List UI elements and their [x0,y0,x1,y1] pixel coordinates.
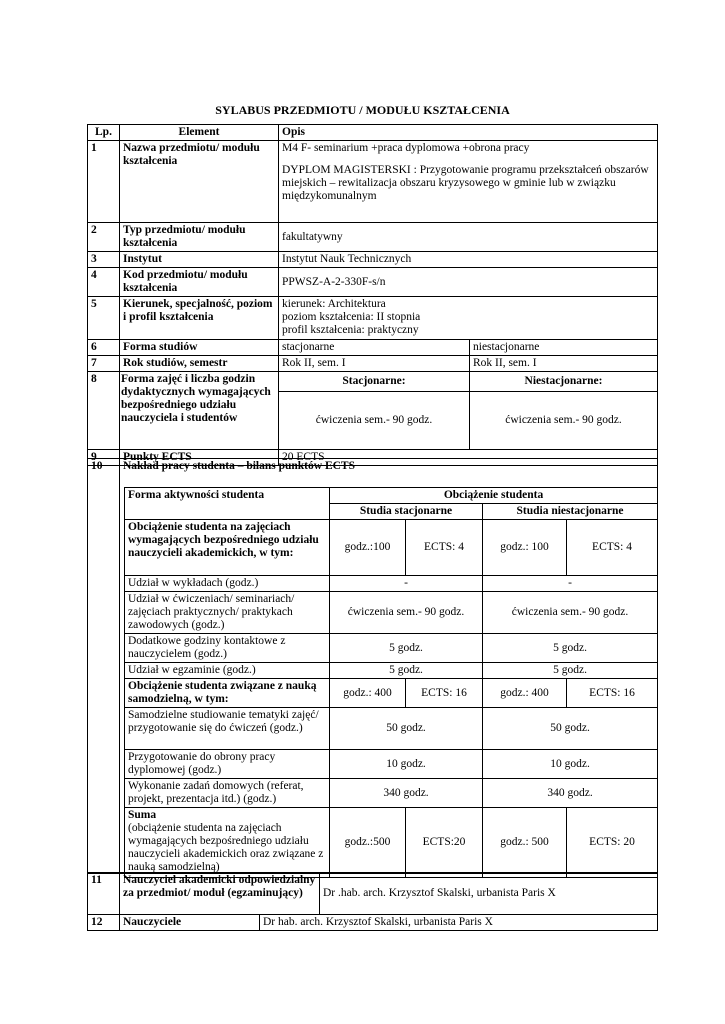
stationary-value: 50 godz. [330,708,483,750]
row-value: Instytut Nauk Technicznych [279,252,658,268]
activity-label: Dodatkowe godziny kontaktowe z nauczycielem (godz.) [125,634,330,663]
row-label: Nakład pracy studenta – bilans punktów ECTS [123,460,355,472]
non-stationary-value: 5 godz. [483,634,658,663]
row-value: Dr hab. arch. Krzysztof Skalski, urbanista Paris X [260,915,658,931]
row-label: Forma studiów [120,340,279,356]
activity-label: Udział w ćwiczeniach/ seminariach/ zajęciach praktycznych/ praktykach zawodowych (godz.) [125,592,330,634]
study-profile: profil kształcenia: praktyczny [282,324,419,336]
row-label: Nauczyciel akademicki odpowiedzialny za przedmiot/ moduł (egzaminujący) [120,873,320,915]
table-header-row [88,125,658,141]
stationary-hours: godz.:100 [330,520,406,576]
stationary-value: - [330,576,483,592]
table-row [88,340,658,356]
row-label: Nauczyciele [120,915,260,931]
study-level: poziom kształcenia: II stopnia [282,311,421,323]
non-stationary-value: 340 godz. [483,779,658,808]
non-stationary-value: ćwiczenia sem.- 90 godz. [483,592,658,634]
stationary-value: ćwiczenia sem.- 90 godz. [330,592,483,634]
row-number: 8 [88,372,120,450]
table-row [125,576,658,592]
row-number: 12 [88,915,120,931]
table-row [88,252,658,268]
row-number: 6 [88,340,120,356]
non-stationary-studies-header: Studia niestacjonarne [483,504,658,520]
header-opis: Opis [279,125,658,141]
table-row [88,356,658,372]
non-stationary-ects: ECTS: 16 [567,679,658,708]
header-lp: Lp. [88,125,120,141]
table-row [88,372,658,392]
non-stationary-heading: Niestacjonarne: [470,372,658,392]
table-row [125,520,658,576]
subject-description: DYPLOM MAGISTERSKI : Przygotowanie programu przekształceń obszarów miejskich – rewitalizacja obszaru kryzysowego w gminie lub w związku międzykomunalnym [282,164,649,202]
activity-label: Obciążenie studenta związane z nauką samodzielną, w tym: [125,679,330,708]
teachers-table [87,872,658,915]
table-row [125,779,658,808]
stationary-value: 340 godz. [330,779,483,808]
row-value: PPWSZ-A-2-330F-s/n [279,268,658,297]
table-row [88,915,658,931]
row-number: 9 [88,450,120,466]
table-row [125,808,658,878]
stationary-hours: godz.:500 [330,808,406,878]
stationary-ects: ECTS: 16 [406,679,483,708]
non-stationary-hours: godz.: 500 [483,808,567,878]
non-stationary-ects: ECTS: 4 [567,520,658,576]
stationary-ects: ECTS:20 [406,808,483,878]
row-number: 3 [88,252,120,268]
row-label: Nazwa przedmiotu/ modułu kształcenia [120,141,279,223]
row-value [279,141,658,223]
row-value: fakultatywny [279,223,658,252]
row-label: Instytut [120,252,279,268]
non-stationary-hours: godz.: 400 [483,679,567,708]
row-number: 10 [88,459,120,874]
row-label: Kod przedmiotu/ modułu kształcenia [120,268,279,297]
stationary-ects: ECTS: 4 [406,520,483,576]
subject-name: M4 F- seminarium +praca dyplomowa +obrona pracy [282,142,530,154]
non-stationary-value: - [483,576,658,592]
workload-header: Obciążenie studenta [330,488,658,504]
table-row [125,634,658,663]
stationary-heading: Stacjonarne: [279,372,470,392]
activity-label: Udział w egzaminie (godz.) [125,663,330,679]
non-stationary-value: Rok II, sem. I [470,356,658,372]
table-header-row [125,488,658,504]
row-number: 1 [88,141,120,223]
stationary-value: ćwiczenia sem.- 90 godz. [279,392,470,450]
non-stationary-value: 5 godz. [483,663,658,679]
table-row [88,141,658,223]
row-label: Kierunek, specjalność, poziom i profil kształcenia [120,297,279,340]
table-row [88,268,658,297]
table-row [125,679,658,708]
non-stationary-value: 50 godz. [483,708,658,750]
activity-label: Przygotowanie do obrony pracy dyplomowej (godz.) [125,750,330,779]
teachers-table-2 [87,914,658,931]
row-label: Rok studiów, semestr [120,356,279,372]
non-stationary-ects: ECTS: 20 [567,808,658,878]
table-row [125,663,658,679]
non-stationary-value: ćwiczenia sem.- 90 godz. [470,392,658,450]
sum-title: Suma [128,809,157,821]
row-value [279,297,658,340]
row-number: 7 [88,356,120,372]
stationary-value: Rok II, sem. I [279,356,470,372]
row-label: Typ przedmiotu/ modułu kształcenia [120,223,279,252]
activity-label: Wykonanie zadań domowych (referat, projekt, prezentacja itd.) (godz.) [125,779,330,808]
row-value: Dr .hab. arch. Krzysztof Skalski, urbanista Paris X [320,873,658,915]
table-row [125,592,658,634]
table-row [88,223,658,252]
syllabus-table [87,124,658,466]
stationary-hours: godz.: 400 [330,679,406,708]
row-number: 11 [88,873,120,915]
stationary-value: 5 godz. [330,663,483,679]
stationary-value: 10 godz. [330,750,483,779]
stationary-value: stacjonarne [279,340,470,356]
activity-form-header: Forma aktywności studenta [125,488,330,520]
table-row [125,708,658,750]
stationary-value: 5 godz. [330,634,483,663]
row-label: Punkty ECTS [120,450,279,466]
non-stationary-value: niestacjonarne [470,340,658,356]
table-row [88,873,658,915]
row-number: 2 [88,223,120,252]
page-title: SYLABUS PRZEDMIOTU / MODUŁU KSZTAŁCENIA [215,103,510,117]
non-stationary-value: 10 godz. [483,750,658,779]
non-stationary-hours: godz.: 100 [483,520,567,576]
row-value: 20 ECTS [279,450,658,466]
stationary-studies-header: Studia stacjonarne [330,504,483,520]
row-number: 4 [88,268,120,297]
row-label: Forma zajęć i liczba godzin dydaktycznych wymagających bezpośredniego udziału nauczyciela i studentów [120,372,279,450]
table-row [125,750,658,779]
activity-label [125,808,330,878]
activity-label: Obciążenie studenta na zajęciach wymagających bezpośredniego udziału nauczycieli akademickich, w tym: [125,520,330,576]
activity-label: Udział w wykładach (godz.) [125,576,330,592]
ects-balance-table [124,487,658,878]
sum-description: (obciążenie studenta na zajęciach wymagających bezpośredniego udziału nauczycieli akademickich oraz związane z nauką samodzielną) [128,822,324,873]
row-number: 5 [88,297,120,340]
table-row [88,297,658,340]
field-of-study: kierunek: Architektura [282,298,386,310]
activity-label: Samodzielne studiowanie tematyki zajęć/ przygotowanie się do ćwiczeń (godz.) [125,708,330,750]
header-element: Element [120,125,279,141]
